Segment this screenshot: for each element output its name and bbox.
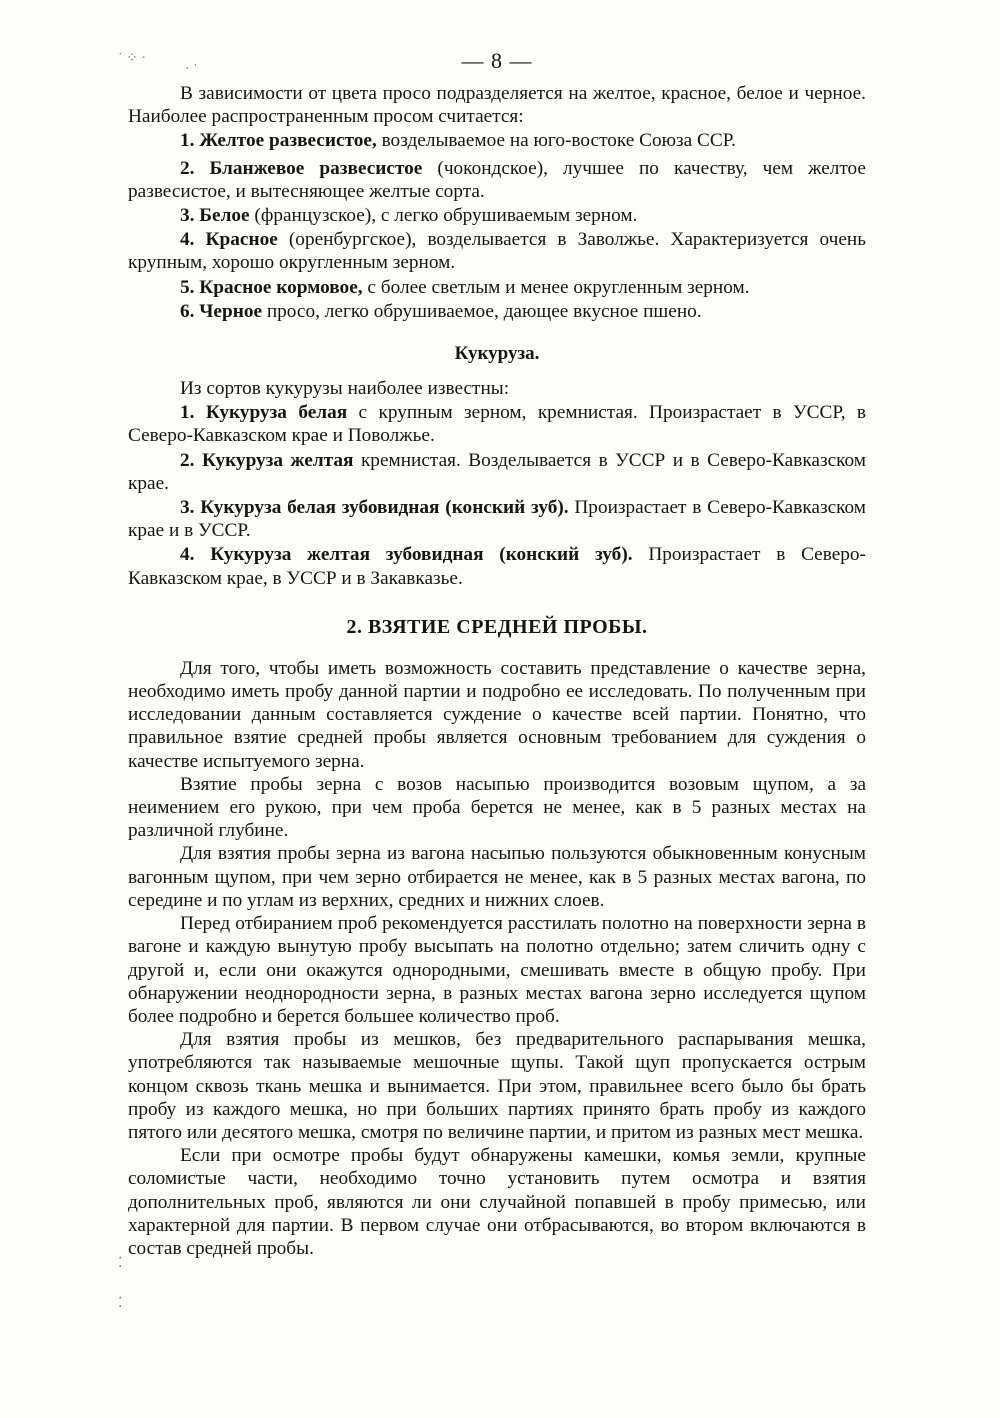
list-item (128, 276, 866, 299)
corn-heading: Кукуруза. (454, 343, 540, 365)
scan-speck: ⁚ (118, 1256, 123, 1271)
variety-name: 6. Черное (180, 300, 263, 322)
scan-speck: · ˙ (185, 62, 198, 77)
list-item (128, 401, 866, 447)
list-item (128, 204, 866, 227)
millet-intro: В зависимости от цвета просо подразделяется на желтое, красное, белое и черное. Наиболее распространенным просом считается: (128, 83, 866, 128)
variety-name: 4. Красное (180, 229, 278, 251)
corn-intro: Из сортов кукурузы наиболее известны: (180, 378, 510, 400)
paragraph: Перед отбиранием проб рекомендуется расстилать полотно на поверхности зерна в вагоне и каждую вынутую пробу высыпать на полотно отдельно; затем сличить одну с другой и, если они окажутся однородными, смешивать вместе в общую пробу. При обнаружении неоднородности зерна, в разных местах вагона зерно исследуется щупом более подробно и берется большее количество проб. (128, 913, 866, 1027)
variety-desc: (французское), с легко обрушиваемым зерном. (249, 205, 638, 227)
variety-desc: (чокондское), лучшее по качеству, чем желтое развесистое, и вытесняющее желтые сорта. (128, 157, 866, 202)
variety-name: 1. Желтое развесистое, (180, 130, 377, 152)
variety-name: 3. Кукуруза белая зубовидная (конский зуб). (180, 497, 569, 519)
variety-name: 2. Бланжевое развесистое (180, 157, 423, 179)
variety-desc: просо, легко обрушиваемое, дающее вкусное пшено. (262, 300, 702, 322)
variety-desc: возделываемое на юго-востоке Союза ССР. (376, 130, 736, 152)
paragraph: Для взятия пробы зерна из вагона насыпью пользуются обыкновенным конусным вагонным щупом, при чем зерно отбирается не менее, как в 5 разных местах вагона, по середине и по углам из верхних, средних и нижних слоев. (128, 843, 866, 911)
variety-desc: кремнистая. Возделывается в УССР и в Северо-Кавказском крае. (128, 449, 866, 494)
variety-desc: Произрастает в Северо-Кавказском крае, в УССР и в Закавказье. (128, 544, 866, 589)
variety-name: 1. Кукуруза белая (180, 402, 348, 424)
list-item (128, 300, 866, 323)
paragraph: Если при осмотре пробы будут обнаружены камешки, комья земли, крупные соломистые части, необходимо точно установить путем осмотра и взятия дополнительных проб, являются ли они случайной попавшей в пробу примесью, или характерной для партии. В первом случае они отбрасываются, во втором включаются в состав средней пробы. (128, 1145, 866, 1259)
variety-desc: с крупным зерном, кремнистая. Произрастает в УССР, в Северо-Кавказском крае и Поволжье. (128, 402, 866, 447)
page-number: — 8 — (461, 48, 533, 73)
list-item (128, 228, 866, 274)
corn-list (128, 401, 866, 590)
document-page (128, 48, 866, 1260)
section-heading: 2. ВЗЯТИЕ СРЕДНЕЙ ПРОБЫ. (346, 615, 648, 638)
millet-list (128, 129, 866, 323)
paragraph: Для того, чтобы иметь возможность составить представление о качестве зерна, необходимо иметь пробу данной партии и подробно ее исследовать. По полученным при исследовании данным составляется суждение о качестве всей партии. Понятно, что правильное взятие средней пробы является основным требованием для суждения о качестве испытуемого зерна. (128, 657, 866, 772)
paragraph: Для взятия пробы из мешков, без предварительного распарывания мешка, употребляются так называемые мешочные щупы. Такой щуп пропускается острым концом сквозь ткань мешка и вынимается. При этом, правильнее всего было бы брать пробу из каждого мешка, но при больших партиях принято брать пробу из каждого пятого или десятого мешка, смотря по величине партии, и притом из разных мест мешка. (128, 1029, 866, 1143)
scan-speck: ˙ ⁘ · (118, 51, 147, 66)
list-item (128, 449, 866, 495)
scan-speck: ⁚ (118, 1296, 123, 1311)
list-item (128, 157, 866, 203)
variety-name: 2. Кукуруза желтая (180, 449, 354, 471)
variety-desc: (оренбургское), возделывается в Заволжье. Характеризуется очень крупным, хорошо округленным зерном. (128, 229, 866, 274)
list-item (128, 543, 866, 589)
sampling-body (128, 657, 866, 1260)
paragraph: Взятие пробы зерна с возов насыпью производится возовым щупом, а за неимением его рукою, при чем проба берется не менее, как в 5 разных местах на различной глубине. (128, 773, 866, 842)
variety-name: 5. Красное кормовое, (180, 276, 363, 298)
variety-desc: с более светлым и менее округленным зерном. (362, 276, 750, 298)
variety-desc: Произрастает в Северо-Кавказском крае и в УССР. (128, 497, 866, 542)
variety-name: 4. Кукуруза желтая зубовидная (конский зуб). (180, 544, 633, 566)
variety-name: 3. Белое (180, 205, 250, 227)
list-item (128, 129, 866, 152)
list-item (128, 496, 866, 542)
